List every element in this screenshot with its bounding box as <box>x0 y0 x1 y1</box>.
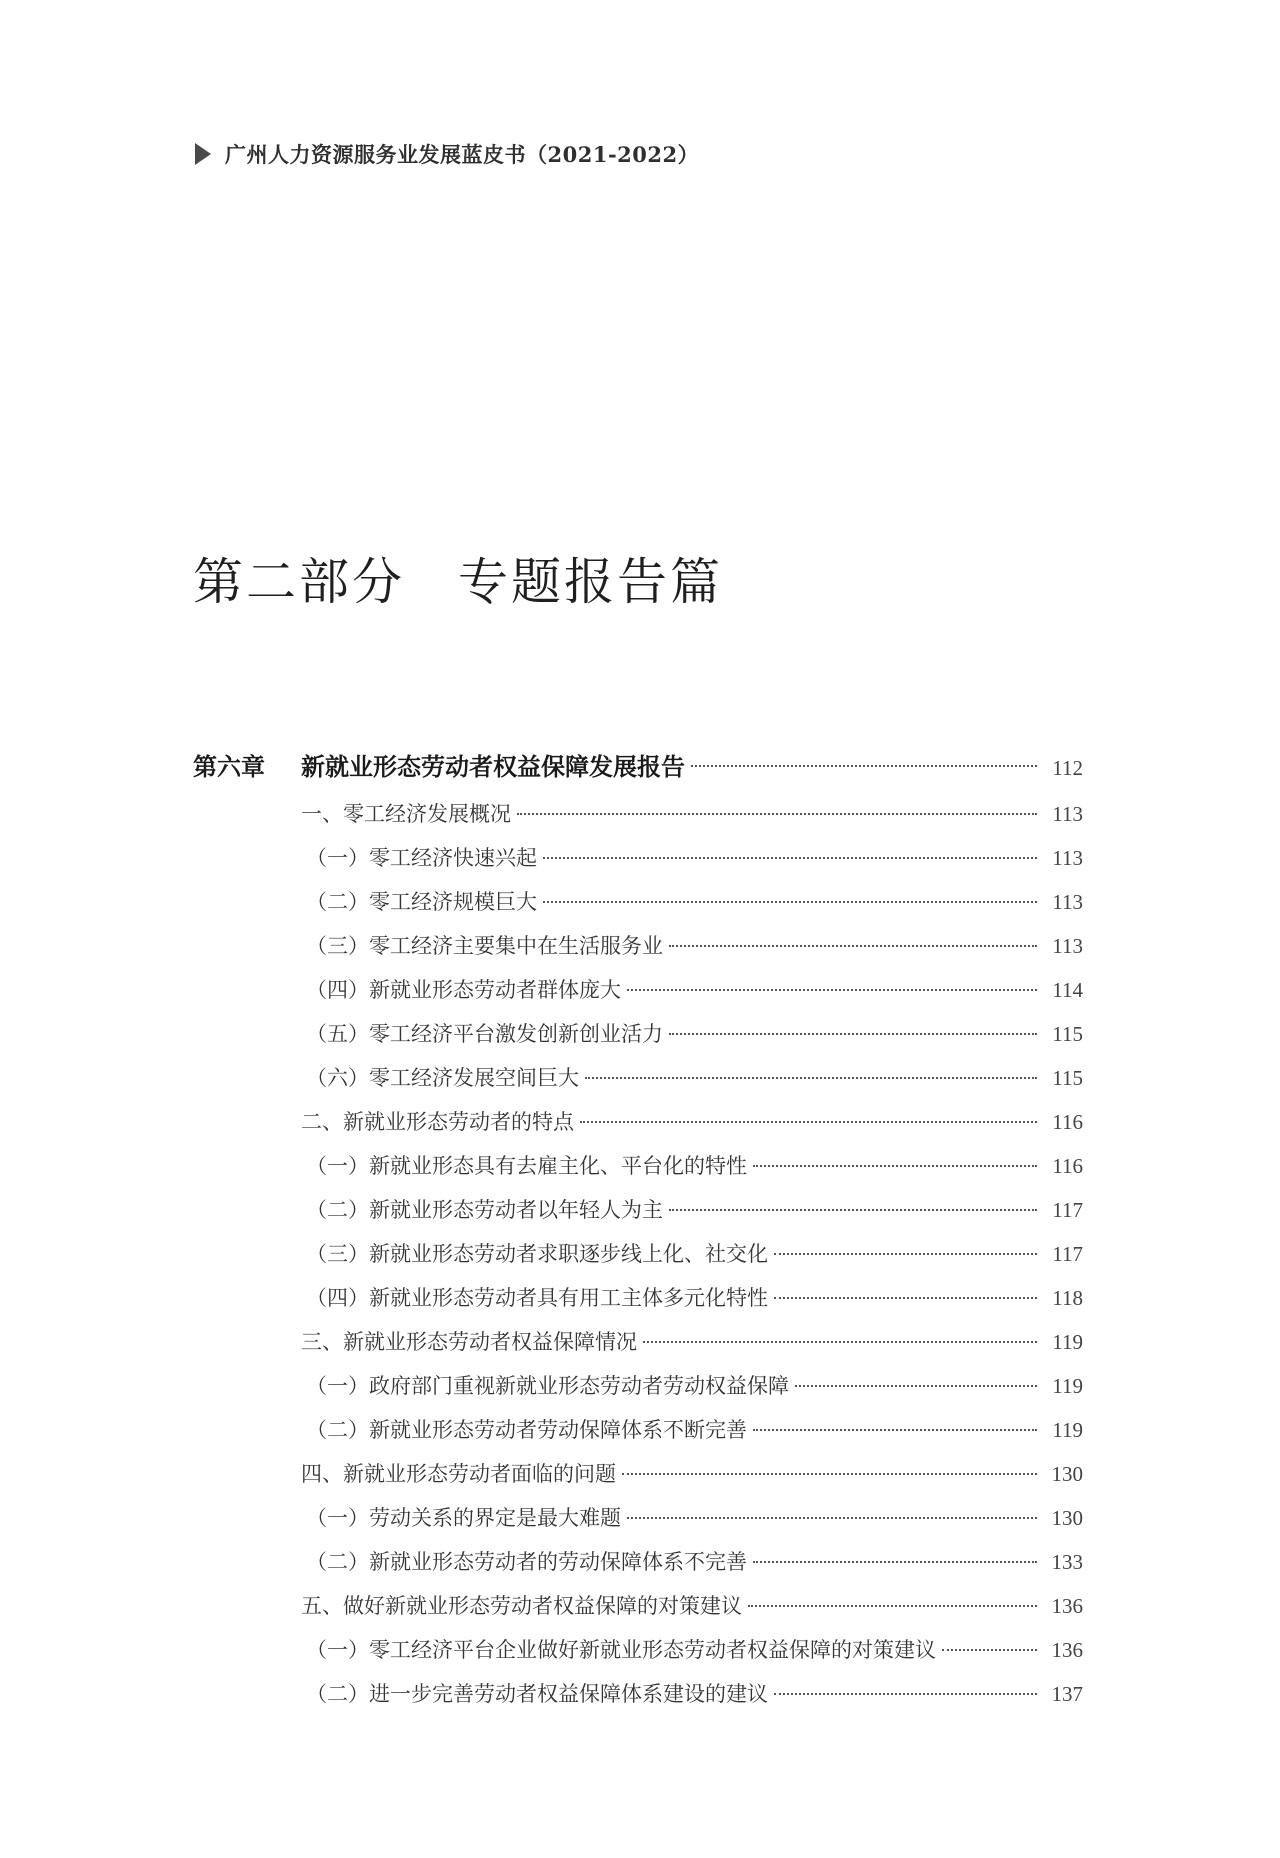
toc-entry-title: （四）新就业形态劳动者群体庞大 <box>306 978 621 1002</box>
toc-entry-title: （二）新就业形态劳动者的劳动保障体系不完善 <box>306 1550 747 1574</box>
chapter-number: 第六章 <box>193 753 265 781</box>
page-number: 113 <box>1052 846 1083 870</box>
dot-leader <box>543 857 1037 859</box>
toc-entry-title: （二）新就业形态劳动者劳动保障体系不断完善 <box>306 1418 747 1442</box>
part-title: 第二部分 专题报告篇 <box>193 553 723 611</box>
dot-leader <box>580 1121 1037 1123</box>
toc-subsection-row[interactable] <box>193 1232 1083 1276</box>
dot-leader <box>643 1341 1037 1343</box>
toc-subsection-row[interactable] <box>193 968 1083 1012</box>
dot-leader <box>774 1253 1037 1255</box>
page-number: 119 <box>1052 1330 1083 1354</box>
dot-leader <box>585 1077 1037 1079</box>
toc-entry-title: （四）新就业形态劳动者具有用工主体多元化特性 <box>306 1286 768 1310</box>
toc-entry-title: 四、新就业形态劳动者面临的问题 <box>301 1462 616 1486</box>
page-number: 136 <box>1051 1638 1083 1662</box>
page-number: 115 <box>1052 1066 1083 1090</box>
toc-subsection-row[interactable] <box>193 1496 1083 1540</box>
running-header <box>195 138 699 170</box>
page-number: 119 <box>1052 1374 1083 1398</box>
dot-leader <box>627 1517 1037 1519</box>
dot-leader <box>622 1473 1037 1475</box>
dot-leader <box>543 901 1037 903</box>
toc-subsection-row[interactable] <box>193 1672 1083 1716</box>
page-number: 113 <box>1052 934 1083 958</box>
toc-entry-title: （二）新就业形态劳动者以年轻人为主 <box>306 1198 663 1222</box>
table-of-contents <box>193 742 1083 1716</box>
dot-leader <box>748 1605 1037 1607</box>
page-number: 116 <box>1052 1110 1083 1134</box>
toc-subsection-row[interactable] <box>193 1056 1083 1100</box>
triangle-marker-icon <box>195 143 211 165</box>
chapter-title: 新就业形态劳动者权益保障发展报告 <box>301 753 685 781</box>
page-number: 113 <box>1052 890 1083 914</box>
page-number: 116 <box>1052 1154 1083 1178</box>
toc-subsection-row[interactable] <box>193 880 1083 924</box>
page-number: 112 <box>1052 756 1083 780</box>
toc-entry-title: （一）新就业形态具有去雇主化、平台化的特性 <box>306 1154 747 1178</box>
toc-entries <box>193 792 1083 1716</box>
toc-subsection-row[interactable] <box>193 836 1083 880</box>
toc-section-row[interactable] <box>193 1320 1083 1364</box>
toc-subsection-row[interactable] <box>193 924 1083 968</box>
toc-entry-title: （三）零工经济主要集中在生活服务业 <box>306 934 663 958</box>
dot-leader <box>795 1385 1037 1387</box>
toc-entry-title: （三）新就业形态劳动者求职逐步线上化、社交化 <box>306 1242 768 1266</box>
page-number: 115 <box>1052 1022 1083 1046</box>
toc-entry-title: （二）零工经济规模巨大 <box>306 890 537 914</box>
dot-leader <box>753 1429 1037 1431</box>
page-number: 114 <box>1052 978 1083 1002</box>
dot-leader <box>753 1165 1037 1167</box>
page-number: 130 <box>1051 1506 1083 1530</box>
toc-section-row[interactable] <box>193 792 1083 836</box>
toc-subsection-row[interactable] <box>193 1012 1083 1056</box>
toc-subsection-row[interactable] <box>193 1276 1083 1320</box>
toc-chapter-row[interactable] <box>193 742 1083 792</box>
page-number: 113 <box>1052 802 1083 826</box>
toc-entry-title: （六）零工经济发展空间巨大 <box>306 1066 579 1090</box>
toc-entry-title: 三、新就业形态劳动者权益保障情况 <box>301 1330 637 1354</box>
page-number: 136 <box>1051 1594 1083 1618</box>
dot-leader <box>942 1649 1037 1651</box>
page-number: 130 <box>1051 1462 1083 1486</box>
dot-leader <box>774 1297 1037 1299</box>
toc-entry-title: 五、做好新就业形态劳动者权益保障的对策建议 <box>301 1594 742 1618</box>
toc-subsection-row[interactable] <box>193 1628 1083 1672</box>
dot-leader <box>669 1033 1037 1035</box>
dot-leader <box>774 1693 1037 1695</box>
page-number: 117 <box>1052 1242 1083 1266</box>
toc-entry-title: 二、新就业形态劳动者的特点 <box>301 1110 574 1134</box>
toc-subsection-row[interactable] <box>193 1188 1083 1232</box>
page-number: 137 <box>1051 1682 1083 1706</box>
dot-leader <box>669 1209 1037 1211</box>
toc-section-row[interactable] <box>193 1452 1083 1496</box>
page-number: 118 <box>1052 1286 1083 1310</box>
toc-entry-title: 一、零工经济发展概况 <box>301 802 511 826</box>
dot-leader <box>753 1561 1037 1563</box>
book-title: 广州人力资源服务业发展蓝皮书（2021-2022） <box>225 142 700 167</box>
toc-subsection-row[interactable] <box>193 1364 1083 1408</box>
toc-subsection-row[interactable] <box>193 1408 1083 1452</box>
toc-subsection-row[interactable] <box>193 1540 1083 1584</box>
page-number: 117 <box>1052 1198 1083 1222</box>
toc-entry-title: （一）零工经济平台企业做好新就业形态劳动者权益保障的对策建议 <box>306 1638 936 1662</box>
toc-section-row[interactable] <box>193 1584 1083 1628</box>
dot-leader <box>669 945 1037 947</box>
toc-entry-title: （一）政府部门重视新就业形态劳动者劳动权益保障 <box>306 1374 789 1398</box>
dot-leader <box>517 813 1037 815</box>
page-number: 119 <box>1052 1418 1083 1442</box>
toc-entry-title: （二）进一步完善劳动者权益保障体系建设的建议 <box>306 1682 768 1706</box>
dot-leader <box>691 765 1037 767</box>
page-number: 133 <box>1051 1550 1083 1574</box>
dot-leader <box>627 989 1037 991</box>
toc-entry-title: （五）零工经济平台激发创新创业活力 <box>306 1022 663 1046</box>
toc-section-row[interactable] <box>193 1100 1083 1144</box>
toc-entry-title: （一）劳动关系的界定是最大难题 <box>306 1506 621 1530</box>
toc-entry-title: （一）零工经济快速兴起 <box>306 846 537 870</box>
toc-subsection-row[interactable] <box>193 1144 1083 1188</box>
